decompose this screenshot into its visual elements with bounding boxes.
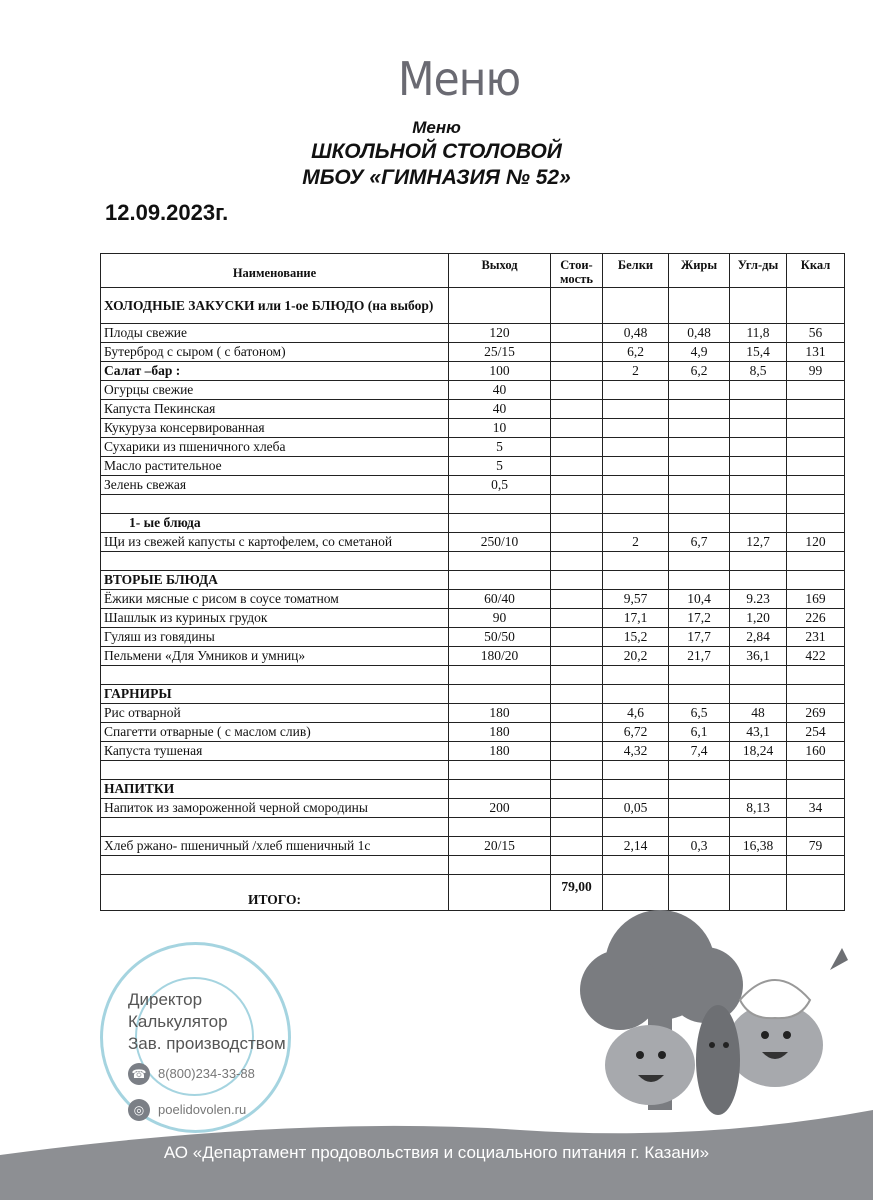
carb-cell: 11,8: [730, 324, 787, 343]
cost-cell: [551, 837, 603, 856]
dish-name: НАПИТКИ: [101, 780, 449, 799]
carb-cell: 2,84: [730, 628, 787, 647]
protein-cell: 9,57: [603, 590, 669, 609]
table-row: [101, 343, 845, 362]
table-row: [101, 628, 845, 647]
phone-number: 8(800)234-33-88: [158, 1066, 255, 1081]
carb-cell: [730, 818, 787, 837]
protein-cell: [603, 685, 669, 704]
out-cell: [449, 780, 551, 799]
cost-cell: [551, 780, 603, 799]
kcal-cell: 269: [787, 704, 845, 723]
table-row: [101, 799, 845, 818]
fat-cell: 6,2: [669, 362, 730, 381]
table-row: [101, 590, 845, 609]
cost-cell: [551, 495, 603, 514]
table-row: [101, 457, 845, 476]
cost-cell: [551, 685, 603, 704]
cost-cell: [551, 552, 603, 571]
out-cell: 200: [449, 799, 551, 818]
table-row: [101, 419, 845, 438]
kcal-cell: [787, 552, 845, 571]
out-cell: 180: [449, 704, 551, 723]
out-cell: 20/15: [449, 837, 551, 856]
dish-name: Пельмени «Для Умников и умниц»: [101, 647, 449, 666]
cost-cell: [551, 761, 603, 780]
out-cell: 0,5: [449, 476, 551, 495]
carb-cell: 15,4: [730, 343, 787, 362]
out-cell: 50/50: [449, 628, 551, 647]
protein-cell: [603, 400, 669, 419]
table-row: [101, 324, 845, 343]
protein-cell: 2,14: [603, 837, 669, 856]
table-row: [101, 742, 845, 761]
protein-cell: [603, 571, 669, 590]
kcal-cell: 34: [787, 799, 845, 818]
cost-cell: [551, 362, 603, 381]
director-label: Директор: [128, 990, 203, 1009]
fat-cell: 21,7: [669, 647, 730, 666]
col-out-header: Выход: [449, 254, 551, 288]
out-cell: [449, 818, 551, 837]
table-row: [101, 780, 845, 799]
protein-cell: [603, 552, 669, 571]
fat-cell: [669, 400, 730, 419]
protein-cell: [603, 818, 669, 837]
total-cost: 79,00: [551, 875, 603, 911]
table-row: [101, 476, 845, 495]
fat-cell: [669, 514, 730, 533]
col-fat-header: Жиры: [669, 254, 730, 288]
out-cell: 5: [449, 438, 551, 457]
dish-name: Салат –бар :: [101, 362, 449, 381]
table-row: [101, 704, 845, 723]
table-row: [101, 514, 845, 533]
cost-cell: [551, 609, 603, 628]
protein-cell: 6,72: [603, 723, 669, 742]
kcal-cell: [787, 818, 845, 837]
kcal-cell: [787, 514, 845, 533]
out-cell: 10: [449, 419, 551, 438]
protein-cell: [603, 288, 669, 324]
fat-cell: [669, 799, 730, 818]
menu-table: [100, 253, 845, 911]
table-row: [101, 685, 845, 704]
fat-cell: [669, 666, 730, 685]
dish-name: Зелень свежая: [101, 476, 449, 495]
kcal-cell: [787, 571, 845, 590]
kcal-cell: [787, 476, 845, 495]
out-cell: [449, 666, 551, 685]
menu-title: Меню: [412, 118, 461, 137]
out-cell: 60/40: [449, 590, 551, 609]
dish-name: [101, 495, 449, 514]
protein-cell: 20,2: [603, 647, 669, 666]
protein-cell: [603, 780, 669, 799]
table-row: [101, 552, 845, 571]
kcal-cell: [787, 457, 845, 476]
kcal-cell: 99: [787, 362, 845, 381]
cost-cell: [551, 457, 603, 476]
dish-name: [101, 818, 449, 837]
cost-cell: [551, 288, 603, 324]
fat-cell: 17,2: [669, 609, 730, 628]
cost-cell: [551, 723, 603, 742]
phone-icon: ☎: [128, 1063, 150, 1085]
carb-cell: [730, 288, 787, 324]
carb-cell: [730, 780, 787, 799]
carb-cell: [730, 571, 787, 590]
out-cell: 40: [449, 400, 551, 419]
protein-cell: 4,6: [603, 704, 669, 723]
fat-cell: [669, 780, 730, 799]
kcal-cell: [787, 495, 845, 514]
out-cell: [449, 552, 551, 571]
cost-cell: [551, 381, 603, 400]
carb-cell: 1,20: [730, 609, 787, 628]
dish-name: [101, 856, 449, 875]
carb-cell: [730, 400, 787, 419]
col-protein-header: Белки: [603, 254, 669, 288]
carb-cell: 12,7: [730, 533, 787, 552]
kcal-cell: [787, 381, 845, 400]
table-body: [101, 288, 845, 875]
table-row: [101, 362, 845, 381]
fat-cell: 10,4: [669, 590, 730, 609]
table-row: [101, 647, 845, 666]
dish-name: Шашлык из куриных грудок: [101, 609, 449, 628]
out-cell: 250/10: [449, 533, 551, 552]
dish-name: Хлеб ржано- пшеничный /хлеб пшеничный 1с: [101, 837, 449, 856]
kcal-cell: [787, 438, 845, 457]
table-row: [101, 837, 845, 856]
cost-cell: [551, 476, 603, 495]
kcal-cell: [787, 288, 845, 324]
kcal-cell: 226: [787, 609, 845, 628]
table-row: [101, 761, 845, 780]
kcal-cell: [787, 419, 845, 438]
leaf-icon: [830, 948, 848, 970]
cost-cell: [551, 742, 603, 761]
fat-cell: [669, 495, 730, 514]
fat-cell: [669, 419, 730, 438]
kcal-cell: [787, 780, 845, 799]
table-header: [101, 254, 845, 288]
carb-cell: [730, 476, 787, 495]
out-cell: [449, 514, 551, 533]
cost-cell: [551, 666, 603, 685]
out-cell: 25/15: [449, 343, 551, 362]
carb-cell: [730, 552, 787, 571]
carb-cell: 8,13: [730, 799, 787, 818]
carb-cell: 36,1: [730, 647, 787, 666]
carb-cell: [730, 438, 787, 457]
out-cell: 120: [449, 324, 551, 343]
table-row: [101, 438, 845, 457]
fat-cell: [669, 685, 730, 704]
cost-cell: [551, 419, 603, 438]
kcal-cell: [787, 666, 845, 685]
website-link: poelidovolen.ru: [158, 1102, 247, 1117]
kcal-cell: 231: [787, 628, 845, 647]
fat-cell: [669, 552, 730, 571]
fat-cell: 6,7: [669, 533, 730, 552]
protein-cell: [603, 381, 669, 400]
carb-cell: [730, 457, 787, 476]
cost-cell: [551, 438, 603, 457]
carb-cell: [730, 381, 787, 400]
fat-cell: 6,5: [669, 704, 730, 723]
carb-cell: [730, 761, 787, 780]
col-cost-header: [551, 254, 603, 288]
table-row: [101, 381, 845, 400]
calculator-label: Калькулятор: [128, 1012, 228, 1031]
protein-cell: 0,05: [603, 799, 669, 818]
kcal-cell: [787, 761, 845, 780]
out-cell: [449, 856, 551, 875]
fat-cell: [669, 381, 730, 400]
fat-cell: [669, 818, 730, 837]
out-cell: 90: [449, 609, 551, 628]
col-carb-header: [730, 254, 787, 288]
fat-cell: 6,1: [669, 723, 730, 742]
handwritten-title: Меню: [398, 52, 521, 106]
dish-name: Гуляш из говядины: [101, 628, 449, 647]
protein-cell: [603, 419, 669, 438]
dish-name: Ёжики мясные с рисом в соусе томатном: [101, 590, 449, 609]
dish-name: Щи из свежей капусты с картофелем, со сметаной: [101, 533, 449, 552]
fat-cell: [669, 438, 730, 457]
protein-cell: [603, 514, 669, 533]
protein-cell: [603, 495, 669, 514]
kcal-cell: 120: [787, 533, 845, 552]
fat-cell: 7,4: [669, 742, 730, 761]
col-kcal-header: Ккал: [787, 254, 845, 288]
carb-cell: [730, 495, 787, 514]
table-row: [101, 400, 845, 419]
chef-hat-icon: [740, 980, 810, 1018]
dish-name: [101, 761, 449, 780]
fat-cell: [669, 288, 730, 324]
dish-name: ВТОРЫЕ БЛЮДА: [101, 571, 449, 590]
total-out: [449, 875, 551, 911]
fat-cell: [669, 476, 730, 495]
cost-cell: [551, 647, 603, 666]
table-row: [101, 818, 845, 837]
protein-cell: [603, 457, 669, 476]
kcal-cell: 422: [787, 647, 845, 666]
fat-cell: 0,48: [669, 324, 730, 343]
cost-cell: [551, 704, 603, 723]
out-cell: 100: [449, 362, 551, 381]
col-carb-label: Угл-ды: [737, 258, 779, 272]
fat-cell: [669, 457, 730, 476]
dish-name: Рис отварной: [101, 704, 449, 723]
kcal-cell: 169: [787, 590, 845, 609]
table-row: [101, 288, 845, 324]
dish-name: Масло растительное: [101, 457, 449, 476]
protein-cell: 2: [603, 362, 669, 381]
carb-cell: 18,24: [730, 742, 787, 761]
dish-name: Бутерброд с сыром ( с батоном): [101, 343, 449, 362]
cost-cell: [551, 590, 603, 609]
protein-cell: 17,1: [603, 609, 669, 628]
carb-cell: [730, 419, 787, 438]
school-title: МБОУ «ГИМНАЗИЯ № 52»: [302, 166, 571, 189]
dish-name: Кукуруза консервированная: [101, 419, 449, 438]
cost-cell: [551, 628, 603, 647]
col-cost-label: Стои-мость: [560, 258, 593, 286]
protein-cell: 6,2: [603, 343, 669, 362]
out-cell: 180/20: [449, 647, 551, 666]
protein-cell: [603, 438, 669, 457]
dish-name: [101, 666, 449, 685]
col-name-header: Наименование: [101, 254, 449, 288]
carb-cell: 43,1: [730, 723, 787, 742]
cost-cell: [551, 514, 603, 533]
table-row: [101, 495, 845, 514]
protein-cell: [603, 476, 669, 495]
cost-cell: [551, 343, 603, 362]
out-cell: 5: [449, 457, 551, 476]
kcal-cell: 56: [787, 324, 845, 343]
organization-name: АО «Департамент продовольствия и социального питания г. Казани»: [163, 1143, 710, 1162]
canteen-title: ШКОЛЬНОЙ СТОЛОВОЙ: [311, 140, 562, 163]
dish-name: ХОЛОДНЫЕ ЗАКУСКИ или 1-ое БЛЮДО (на выбор): [101, 288, 449, 324]
carb-cell: 16,38: [730, 837, 787, 856]
out-cell: 180: [449, 723, 551, 742]
out-cell: [449, 495, 551, 514]
fat-cell: [669, 761, 730, 780]
fat-cell: 17,7: [669, 628, 730, 647]
out-cell: 40: [449, 381, 551, 400]
dish-name: Плоды свежие: [101, 324, 449, 343]
dish-name: Капуста Пекинская: [101, 400, 449, 419]
carb-cell: [730, 514, 787, 533]
cost-cell: [551, 571, 603, 590]
carb-cell: [730, 666, 787, 685]
menu-date: 12.09.2023г.: [105, 200, 229, 225]
cost-cell: [551, 818, 603, 837]
production-head-label: Зав. производством: [128, 1034, 286, 1053]
cost-cell: [551, 533, 603, 552]
protein-cell: 0,48: [603, 324, 669, 343]
protein-cell: [603, 761, 669, 780]
out-cell: [449, 685, 551, 704]
protein-cell: 4,32: [603, 742, 669, 761]
out-cell: [449, 288, 551, 324]
protein-cell: 15,2: [603, 628, 669, 647]
out-cell: [449, 761, 551, 780]
cost-cell: [551, 400, 603, 419]
globe-icon: ◎: [128, 1099, 150, 1121]
fat-cell: 0,3: [669, 837, 730, 856]
kcal-cell: 160: [787, 742, 845, 761]
dish-name: Капуста тушеная: [101, 742, 449, 761]
fat-cell: 4,9: [669, 343, 730, 362]
dish-name: ГАРНИРЫ: [101, 685, 449, 704]
out-cell: [449, 571, 551, 590]
kcal-cell: 254: [787, 723, 845, 742]
fat-cell: [669, 571, 730, 590]
dish-name: Огурцы свежие: [101, 381, 449, 400]
table-row: [101, 571, 845, 590]
dish-name: Напиток из замороженной черной смородины: [101, 799, 449, 818]
kcal-cell: 79: [787, 837, 845, 856]
dish-name: 1- ые блюда: [101, 514, 449, 533]
dish-name: Спагетти отварные ( с маслом слив): [101, 723, 449, 742]
protein-cell: [603, 666, 669, 685]
carrot-character-icon: [696, 1005, 740, 1115]
total-label: ИТОГО:: [101, 875, 449, 911]
cost-cell: [551, 799, 603, 818]
onion-character-icon: [605, 1025, 695, 1105]
out-cell: 180: [449, 742, 551, 761]
cost-cell: [551, 324, 603, 343]
table-row: [101, 723, 845, 742]
dish-name: [101, 552, 449, 571]
carb-cell: 9.23: [730, 590, 787, 609]
table-row: [101, 609, 845, 628]
kcal-cell: [787, 685, 845, 704]
kcal-cell: [787, 400, 845, 419]
carb-cell: 8,5: [730, 362, 787, 381]
carb-cell: 48: [730, 704, 787, 723]
table-row: [101, 533, 845, 552]
dish-name: Сухарики из пшеничного хлеба: [101, 438, 449, 457]
table-row: [101, 666, 845, 685]
kcal-cell: 131: [787, 343, 845, 362]
carb-cell: [730, 685, 787, 704]
protein-cell: 2: [603, 533, 669, 552]
